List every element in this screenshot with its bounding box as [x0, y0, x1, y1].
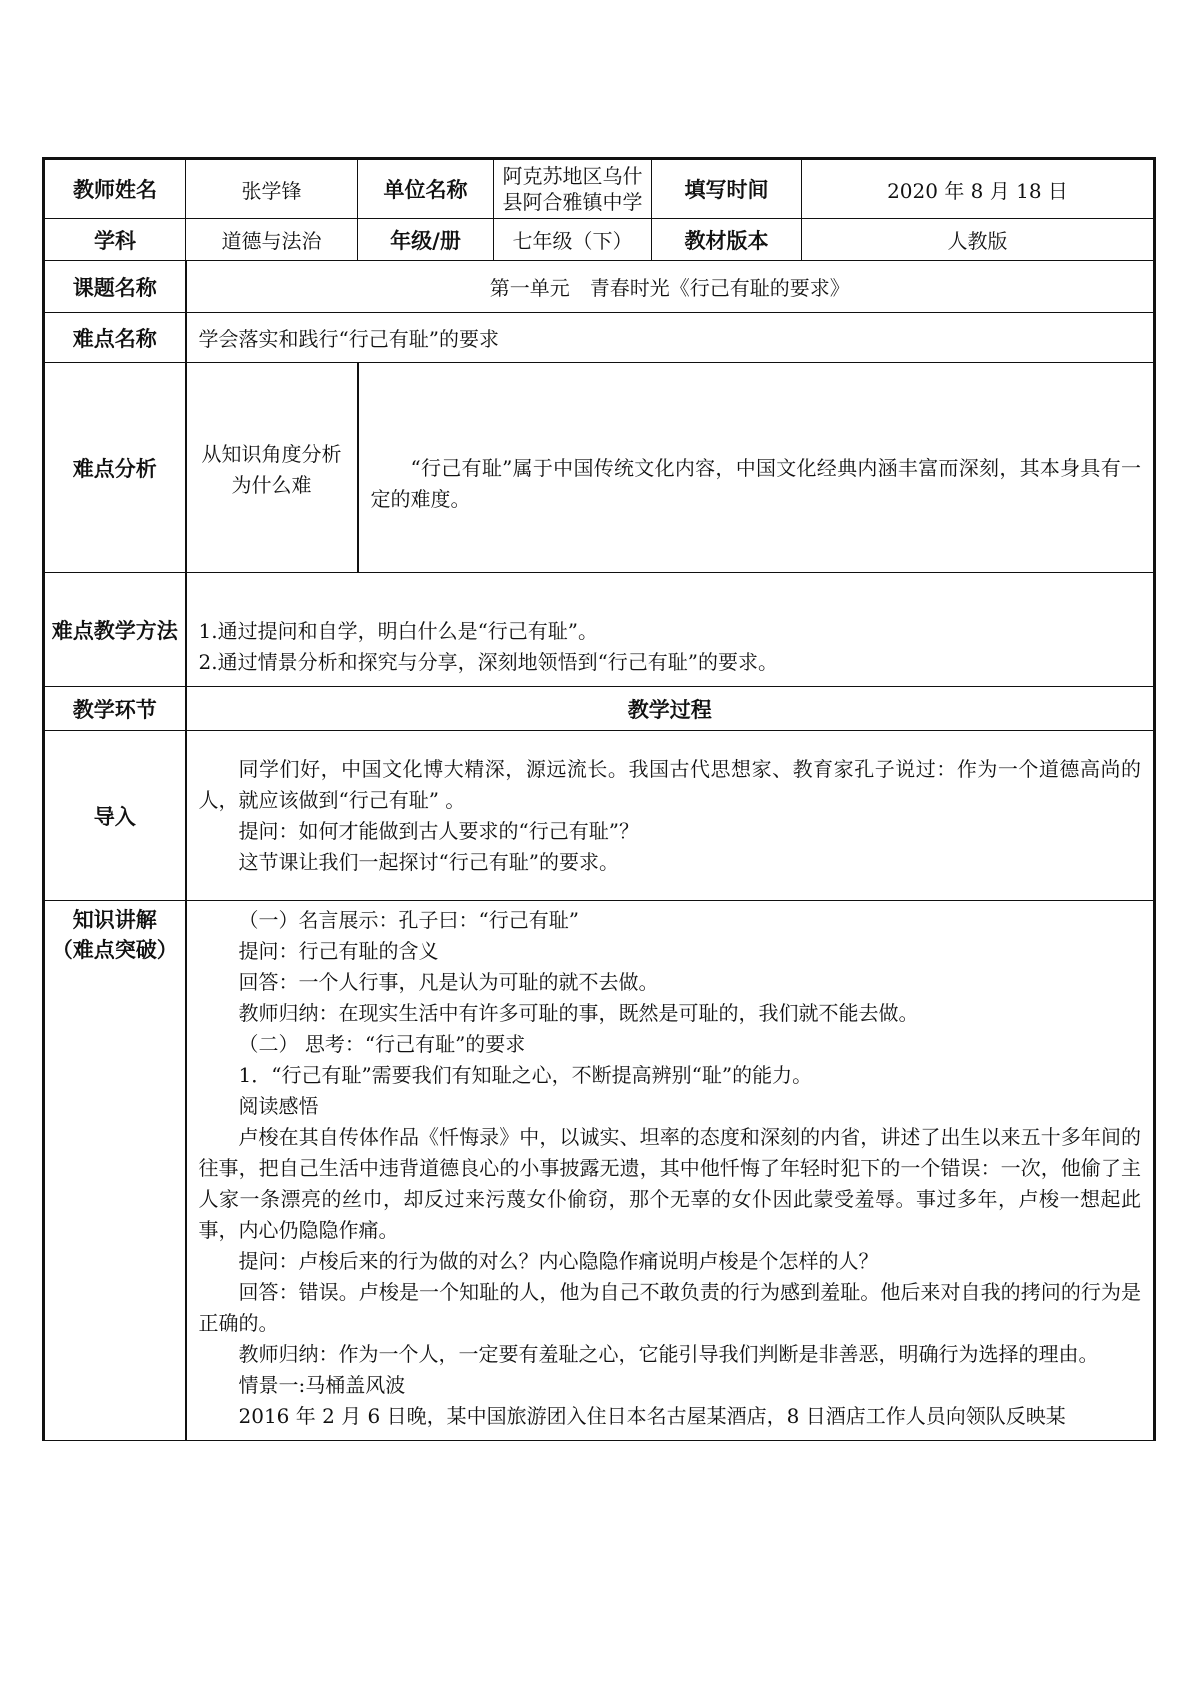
edition-value: 人教版 [802, 219, 1155, 261]
difficulty-row [44, 313, 1155, 363]
subject-value: 道德与法治 [186, 219, 358, 261]
topic-row [44, 261, 1155, 313]
fill-date-label: 填写时间 [652, 159, 802, 219]
teacher-name-label: 教师姓名 [44, 159, 186, 219]
grade-value: 七年级（下） [494, 219, 652, 261]
fill-date-value: 2020 年 8 月 18 日 [802, 159, 1155, 219]
knowledge-row [44, 901, 1155, 1441]
analysis-row [44, 363, 1155, 573]
topic-label: 课题名称 [44, 261, 186, 313]
method-item-1: 1.通过提问和自学，明白什么是“行己有耻”。 [198, 618, 599, 643]
intro-row [44, 731, 1155, 901]
unit-name-value [494, 159, 652, 219]
topic-value: 第一单元 青春时光《行己有耻的要求》 [186, 261, 1155, 313]
knowledge-label [44, 901, 186, 1441]
intro-value-cell [186, 731, 1155, 901]
method-value-cell [186, 573, 1155, 687]
method-row [44, 573, 1155, 687]
intro-label: 导入 [44, 731, 186, 901]
analysis-sublabel-line-2: 为什么难 [231, 473, 312, 497]
knowledge-paragraph-2: 提问：行己有耻的含义 [238, 939, 439, 963]
knowledge-paragraph-1: （一）名言展示：孔子曰：“行己有耻” [238, 908, 579, 932]
process-stage-header: 教学环节 [44, 687, 186, 731]
header-row-1 [44, 159, 1155, 219]
process-header: 教学过程 [186, 687, 1155, 731]
header-row-2 [44, 219, 1155, 261]
intro-paragraph-3: 这节课让我们一起探讨“行己有耻”的要求。 [238, 849, 619, 874]
unit-name-label: 单位名称 [358, 159, 494, 219]
knowledge-paragraph-9: 提问：卢梭后来的行为做的对么？内心隐隐作痛说明卢梭是个怎样的人？ [238, 1249, 879, 1273]
knowledge-paragraph-12: 情景一:马桶盖风波 [238, 1373, 406, 1397]
knowledge-paragraph-11: 教师归纳：作为一个人，一定要有羞耻之心，它能引导我们判断是非善恶，明确行为选择的理由。 [238, 1342, 1099, 1366]
knowledge-paragraph-6: 1．“行己有耻”需要我们有知耻之心，不断提高辨别“耻”的能力。 [238, 1063, 813, 1087]
analysis-value: “行己有耻”属于中国传统文化内容，中国文化经典内涵丰富而深刻，其本身具有一定的难度。 [370, 456, 1141, 511]
unit-name-line-1: 阿克苏地区乌什 [502, 164, 643, 188]
subject-label: 学科 [44, 219, 186, 261]
analysis-label: 难点分析 [44, 363, 186, 573]
knowledge-paragraph-7: 阅读感悟 [238, 1094, 319, 1118]
analysis-sublabel [186, 363, 358, 573]
grade-label: 年级/册 [358, 219, 494, 261]
knowledge-paragraph-3: 回答：一个人行事，凡是认为可耻的就不去做。 [238, 970, 659, 994]
intro-paragraph-1: 同学们好，中国文化博大精深，源远流长。我国古代思想家、教育家孔子说过：作为一个道德高尚的人，就应该做到“行己有耻” 。 [198, 756, 1141, 812]
intro-paragraph-2: 提问：如何才能做到古人要求的“行己有耻”？ [238, 818, 639, 843]
knowledge-paragraph-8: 卢梭在其自传体作品《忏悔录》中，以诚实、坦率的态度和深刻的内省，讲述了出生以来五十多年间的往事，把自己生活中违背道德良心的小事披露无遗，其中他忏悔了年轻时犯下的一个错误：一次，他偷了主人家一条漂亮的丝巾，却反过来污蔑女仆偷窃，那个无辜的女仆因此蒙受羞辱。事过多年，卢梭一想起此事，内心仍隐隐作痛。 [198, 1125, 1141, 1242]
analysis-sublabel-line-1: 从知识角度分析 [201, 442, 342, 466]
method-label: 难点教学方法 [44, 573, 186, 687]
knowledge-paragraph-13: 2016 年 2 月 6 日晚，某中国旅游团入住日本名古屋某酒店，8 日酒店工作人员向领队反映某 [238, 1404, 1066, 1428]
difficulty-label: 难点名称 [44, 313, 186, 363]
knowledge-paragraph-10: 回答：错误。卢梭是一个知耻的人，他为自己不敢负责的行为感到羞耻。他后来对自我的拷问的行为是正确的。 [198, 1280, 1141, 1335]
edition-label: 教材版本 [652, 219, 802, 261]
knowledge-value-cell [186, 901, 1155, 1441]
knowledge-paragraph-5: （二） 思考：“行己有耻”的要求 [238, 1032, 526, 1056]
knowledge-label-line-1: 知识讲解 [72, 908, 157, 932]
knowledge-label-line-2: （难点突破） [51, 938, 178, 962]
unit-name-line-2: 县阿合雅镇中学 [502, 190, 643, 214]
teacher-name-value: 张学锋 [186, 159, 358, 219]
lesson-plan-table [42, 157, 1156, 1441]
method-item-2: 2.通过情景分析和探究与分享，深刻地领悟到“行己有耻”的要求。 [198, 649, 779, 674]
knowledge-paragraph-4: 教师归纳：在现实生活中有许多可耻的事，既然是可耻的，我们就不能去做。 [238, 1001, 919, 1025]
process-header-row [44, 687, 1155, 731]
analysis-value-cell [358, 363, 1155, 573]
difficulty-value: 学会落实和践行“行己有耻”的要求 [186, 313, 1155, 363]
